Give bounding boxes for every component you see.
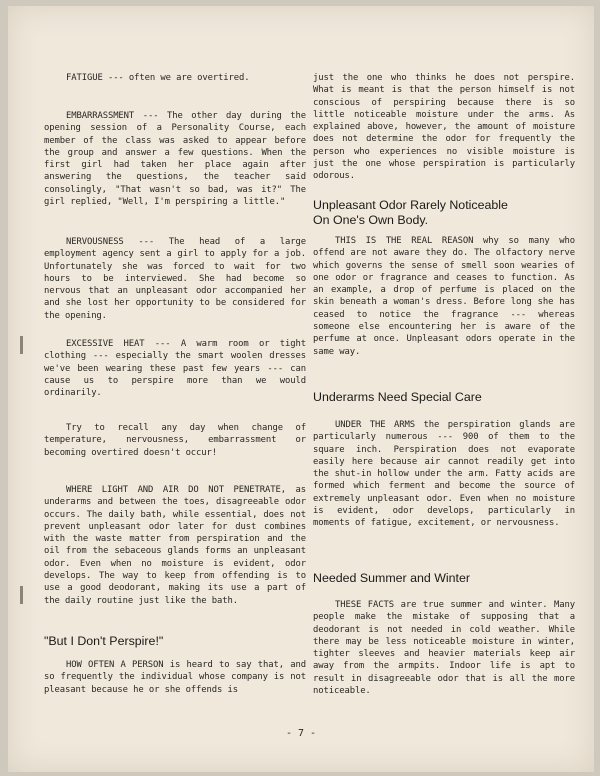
paragraph-these-facts bbox=[313, 599, 575, 697]
heading-but-i-dont-perspire bbox=[44, 634, 306, 649]
text-recall: Try to recall any day when change of temperature, nervousness, embarrassment or becoming overtired doesn't occur! bbox=[44, 423, 306, 458]
text-these-facts: are true summer and winter. Many people make the mistake of supposing that a deodorant is not needed in cold weather. While there may be less noticeable moisture in winter, tighter sleeves and heavier materials keep air away from the armpits. Indoor life is apt to result in disagreeable odor that is all the more noticeable. bbox=[313, 600, 575, 697]
heading-summer-text: Needed Summer and Winter bbox=[313, 571, 471, 585]
heading-perspire-text: "But I Don't Perspire!" bbox=[44, 634, 164, 648]
paragraph-under-arms bbox=[313, 419, 575, 530]
staple-mark bbox=[20, 336, 23, 354]
heading-unpleasant-odor bbox=[313, 198, 575, 228]
paragraph-fatigue bbox=[44, 72, 306, 84]
heading-underarms bbox=[313, 390, 575, 405]
lead-embarrassment: EMBARRASSMENT bbox=[66, 111, 135, 121]
lead-under-arms: UNDER THE ARMS bbox=[335, 420, 415, 430]
document-page bbox=[8, 6, 594, 772]
heading-summer-winter bbox=[313, 571, 575, 586]
lead-excessive-heat: EXCESSIVE HEAT bbox=[66, 339, 145, 349]
paragraph-excessive-heat bbox=[44, 338, 306, 399]
lead-where-light: WHERE LIGHT AND AIR DO NOT PENETRATE, bbox=[66, 485, 286, 495]
staple-mark bbox=[20, 586, 23, 604]
text-nervousness: --- The head of a large employment agency sent a girl to apply for a job. Unfortunately she was forced to wait for two hours to be interviewed. She had become so nervous that an unpleasant odor accompanied her and she lost her opportunity to be considered for the opening. bbox=[44, 237, 306, 321]
paragraph-real-reason bbox=[313, 235, 575, 358]
text-real-reason: why so many who offend are not aware they do. The olfactory nerve which governs the sense of smell soon wearies of one odor or fragrance and ceases to function. As an example, a drop of perfume is placed on the skin beneath a woman's dress. Before long she has ceased to notice the fragrance --- whereas someone else encountering her is aware of the perfume at once. Unpleasant odors operate in the same way. bbox=[313, 236, 575, 357]
paragraph-how-often bbox=[44, 659, 306, 696]
lead-fatigue: FATIGUE bbox=[66, 73, 103, 83]
page-number: - 7 - bbox=[285, 728, 317, 739]
text-where-light: as underarms and between the toes, disagreeable odor occurs. The daily bath, while essential, does not prevent unpleasant odor later for dust combines with the waste matter from perspiration and the oil from the sebaceous glands forms an unpleasant odor. Even when no moisture is evident, odor develops. The way to keep from offending is to use a good deodorant, making its use a part of the daily routine just like the bath. bbox=[44, 485, 307, 606]
heading-odor-line1: Unpleasant Odor Rarely Noticeable bbox=[313, 198, 508, 212]
paragraph-continuation bbox=[313, 72, 575, 183]
lead-nervousness: NERVOUSNESS bbox=[66, 237, 124, 247]
lead-how-often: HOW OFTEN A PERSON bbox=[66, 660, 164, 670]
text-fatigue: --- often we are overtired. bbox=[102, 73, 250, 83]
heading-underarms-text: Underarms Need Special Care bbox=[313, 390, 482, 404]
paragraph-embarrassment bbox=[44, 110, 306, 208]
lead-real-reason: THIS IS THE REAL REASON bbox=[335, 236, 474, 246]
paragraph-nervousness bbox=[44, 236, 306, 322]
heading-odor-line2: On One's Own Body. bbox=[313, 213, 429, 227]
text-embarrassment: --- The other day during the opening session of a Personality Course, each member of the class was asked to appear before the group and answer a few questions. When the first girl had taken her place again after answering the questions, the teacher said consolingly, "That wasn't so bad, was it?" The girl replied, "Well, I'm perspiring a little." bbox=[44, 111, 306, 208]
text-excessive-heat: --- A warm room or tight clothing --- especially the smart woolen dresses we've been wearing these past few years --- can cause us to perspire more than we would ordinarily. bbox=[44, 339, 306, 399]
lead-these-facts: THESE FACTS bbox=[335, 600, 395, 610]
paragraph-recall bbox=[44, 422, 306, 459]
text-how-often: is heard to say that, and so frequently the individual whose company is not pleasant because he or she offends is bbox=[44, 660, 306, 695]
text-continuation: just the one who thinks he does not perspire. What is meant is that the person himself is not conscious of perspiring because there is so little noticeable moisture under the arms. As explained above, however, the amount of moisture does not determine the odor for frequently the person who experiences no visible moisture is just the one whose perspiration is particularly odorous. bbox=[313, 73, 575, 182]
paragraph-where-light bbox=[44, 484, 306, 607]
text-under-arms: the perspiration glands are particularly numerous --- 900 of them to the square inch. Perspiration does not evaporate easily here because air cannot readily get into the shut-in hollow under the arm. Fatty acids are formed which ferment and become the source of extremely unpleasant odor. Even when no moisture is evident, odor develops, particularly in moments of fatigue, excitement, or nervousness. bbox=[313, 420, 575, 529]
